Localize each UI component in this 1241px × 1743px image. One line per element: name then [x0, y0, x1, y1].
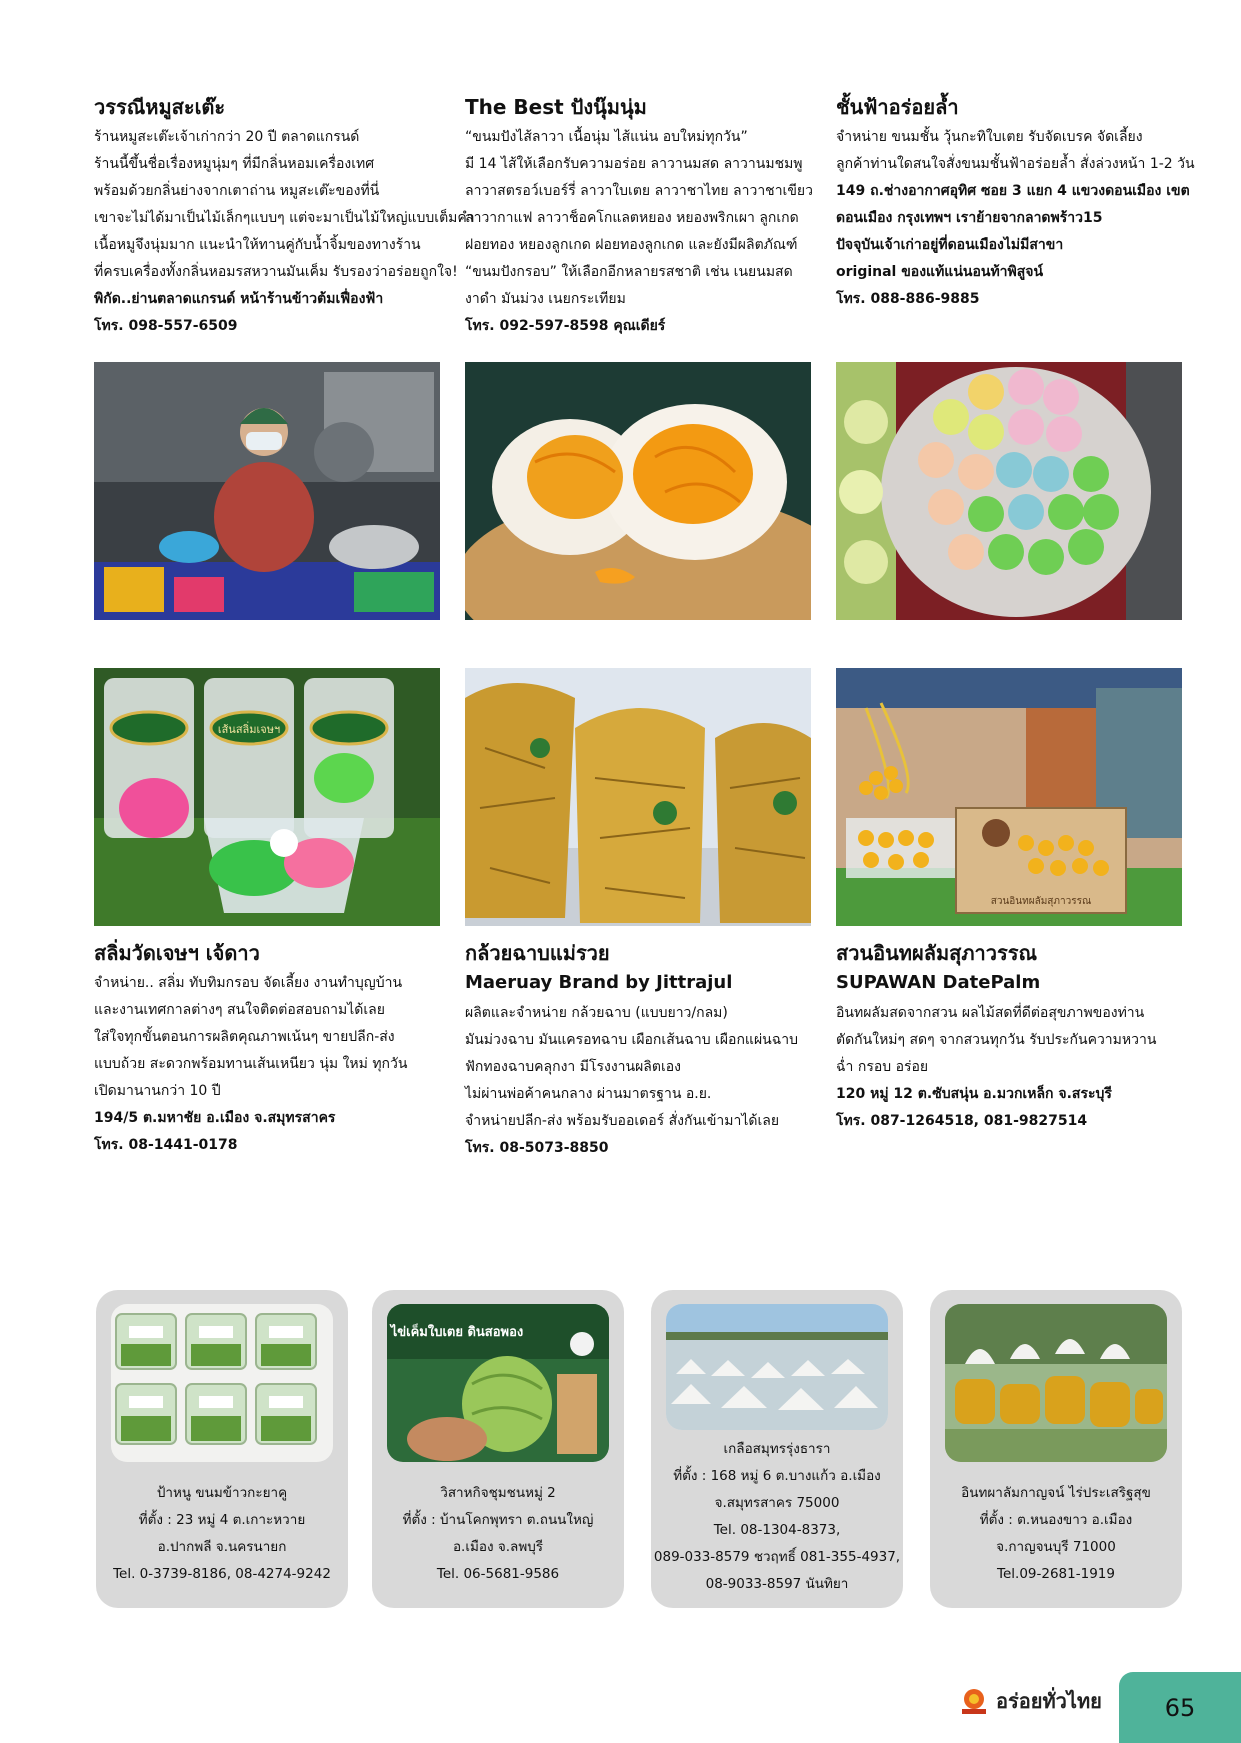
card-line: เกลือสมุทรรุ่งธารา — [723, 1441, 831, 1457]
entry-line: พร้อมด้วยกลิ่นย่างจากเตาถ่าน หมูสะเต๊ะของที่นี่ — [94, 183, 380, 199]
card-text — [96, 1480, 348, 1588]
card-date-farm — [930, 1290, 1182, 1608]
entry-address: original ของแท้แน่นอนท้าพิสูจน์ — [836, 264, 1044, 280]
entry-subtitle: SUPAWAN DatePalm — [836, 972, 1041, 993]
entry-address: ปัจจุบันเจ้าเก่าอยู่ที่ดอนเมืองไม่มีสาขา — [836, 237, 1064, 253]
card-line: Tel. 08-1304-8373, — [713, 1522, 841, 1538]
satay-vendor-photo — [94, 362, 440, 620]
entry-line: ร้านหมูสะเต๊ะเจ้าเก่ากว่า 20 ปี ตลาดแกรนด์ — [94, 129, 360, 145]
entry-address: 194/5 ต.มหาชัย อ.เมือง จ.สมุทรสาคร — [94, 1110, 336, 1126]
card-line: 08-9033-8597 นันทิยา — [705, 1576, 849, 1592]
footer-brand — [960, 1683, 1110, 1719]
card-line: ที่ตั้ง : 168 หมู่ 6 ต.บางแก้ว อ.เมือง — [673, 1468, 881, 1484]
entry-line: “ขนมปังไส้ลาวา เนื้อนุ่ม ไส้แน่น อบใหม่ทุกวัน” — [465, 129, 748, 145]
entry-line: ลาวาสตรอว์เบอร์รี่ ลาวาใบเตย ลาวาชาไทย ลาวาชาเขียว — [465, 183, 813, 199]
banana-chips-photo — [465, 668, 811, 926]
salim-dessert-photo — [94, 668, 440, 926]
kayaku-dessert-photo — [111, 1304, 333, 1462]
entry-address: 149 ถ.ช่างอากาศอุทิศ ซอย 3 แยก 4 แขวงดอนเมือง เขต — [836, 183, 1190, 199]
date-box-label: สวนอินทผลัมสุภาวรรณ — [990, 896, 1092, 907]
footer-brand-name: อร่อยทั่วไทย — [996, 1689, 1102, 1713]
card-line: อินทผาลัมกาญจน์ ไร่ประเสริฐสุข — [961, 1485, 1151, 1501]
entry-line: จำหน่าย.. สลิ่ม ทับทิมกรอบ จัดเลี้ยง งานทำบุญบ้าน — [94, 975, 403, 991]
entry-date-palm — [836, 940, 1186, 1135]
entry-banana-chips — [465, 940, 815, 1162]
card-line: วิสาหกิจชุมชนหมู่ 2 — [440, 1485, 556, 1501]
entry-line: ที่ครบเครื่องทั้งกลิ่นหอมรสหวานมันเค็ม รับรองว่าอร่อยถูกใจ! — [94, 264, 458, 280]
card-kayaku — [96, 1290, 348, 1608]
entry-layer-dessert — [836, 94, 1195, 313]
entry-line: ฉ่ำ กรอบ อร่อย — [836, 1059, 929, 1075]
entry-line: ผลิตและจำหน่าย กล้วยฉาบ (แบบยาว/กลม) — [465, 1005, 728, 1021]
page-number: 65 — [1119, 1672, 1241, 1743]
entry-line: จำหน่ายปลีก-ส่ง พร้อมรับออเดอร์ สั่งกันเข้ามาได้เลย — [465, 1113, 780, 1129]
entry-line: เปิดมานานกว่า 10 ปี — [94, 1083, 221, 1099]
date-palm-photo — [836, 668, 1182, 926]
entry-line: ใส่ใจทุกขั้นตอนการผลิตคุณภาพเน้นๆ ขายปลีก-ส่ง — [94, 1029, 395, 1045]
card-line: Tel. 06-5681-9586 — [436, 1566, 560, 1582]
entry-line: มันม่วงฉาบ มันแครอทฉาบ เผือกเส้นฉาบ เผือกแผ่นฉาบ — [465, 1032, 798, 1048]
card-line: อ.ปากพลี จ.นครนายก — [157, 1539, 287, 1555]
entry-title: The Best ปังนุ๊มนุ่ม — [465, 95, 647, 119]
card-salt-farm — [651, 1290, 903, 1608]
entry-line: ลูกค้าท่านใดสนใจสั่งขนมชั้นฟ้าอร่อยล้ำ สั่งล่วงหน้า 1-2 วัน — [836, 156, 1195, 172]
entry-line: เขาจะไม่ได้มาเป็นไม้เล็กๆแบบๆ แต่จะมาเป็นไม้ใหญ่แบบเต็มคำ — [94, 210, 475, 226]
entry-line: อินทผลัมสดจากสวน ผลไม้สดที่ดีต่อสุขภาพของท่าน — [836, 1005, 1145, 1021]
entry-line: ร้านนี้ขึ้นชื่อเรื่องหมูนุ่มๆ ที่มีกลิ่นหอมเครื่องเทศ — [94, 156, 375, 172]
card-line: จ.กาญจนบุรี 71000 — [996, 1539, 1116, 1555]
entry-line: แบบถ้วย สะดวกพร้อมทานเส้นเหนียว นุ่ม ใหม่ ทุกวัน — [94, 1056, 408, 1072]
entry-line: ไม่ผ่านพ่อค้าคนกลาง ผ่านมาตรฐาน อ.ย. — [465, 1086, 712, 1102]
card-line: ที่ตั้ง : 23 หมู่ 4 ต.เกาะหวาย — [138, 1512, 306, 1528]
magazine-logo-icon — [960, 1687, 988, 1715]
entry-lava-bread — [465, 94, 815, 340]
entry-phone: โทร. 092-597-8598 คุณเดียร์ — [465, 318, 666, 334]
entry-title: สลิ่มวัดเจษฯ เจ้ดาว — [94, 941, 260, 965]
entry-phone: โทร. 087-1264518, 081-9827514 — [836, 1113, 1088, 1129]
card-line: 089-033-8579 ชวฤทธิ์ 081-355-4937, — [653, 1549, 901, 1565]
entry-address: พิกัด..ย่านตลาดแกรนด์ หน้าร้านข้าวต้มเฟื่องฟ้า — [94, 291, 384, 307]
entry-line: ฝอยทอง หยองลูกเกด ฝอยทองลูกเกด และยังมีผลิตภัณฑ์ — [465, 237, 798, 253]
card-text — [651, 1436, 903, 1598]
card-line: ป้าหนู ขนมข้าวกะยาคู — [156, 1485, 288, 1501]
entry-line: ตัดกันใหม่ๆ สดๆ จากสวนทุกวัน รับประกันความหวาน — [836, 1032, 1157, 1048]
entry-line: และงานเทศกาลต่างๆ สนใจติดต่อสอบถามได้เลย — [94, 1002, 385, 1018]
lava-bread-photo — [465, 362, 811, 620]
entry-title: กล้วยฉาบแม่รวย — [465, 941, 610, 965]
salted-egg-photo — [387, 1304, 609, 1462]
entry-line: งาดำ มันม่วง เนยกระเทียม — [465, 291, 626, 307]
card-line: จ.สมุทรสาคร 75000 — [714, 1495, 840, 1511]
card-line: Tel.09-2681-1919 — [997, 1566, 1115, 1582]
entry-title: ชั้นฟ้าอร่อยล้ำ — [836, 95, 959, 119]
entry-address: 120 หมู่ 12 ต.ซับสนุ่น อ.มวกเหล็ก จ.สระบุรี — [836, 1086, 1112, 1102]
card-line: ที่ตั้ง : บ้านโคกพุทรา ต.ถนนใหญ่ — [402, 1512, 594, 1528]
card-line: อ.เมือง จ.ลพบุรี — [452, 1539, 544, 1555]
card-text — [372, 1480, 624, 1588]
entry-address: ดอนเมือง กรุงเทพฯ เราย้ายจากลาดพร้าว15 — [836, 210, 1103, 226]
entry-title: สวนอินทผลัมสุภาวรรณ — [836, 941, 1038, 965]
entry-line: จำหน่าย ขนมชั้น วุ้นกะทิใบเตย รับจัดเบรค จัดเลี้ยง — [836, 129, 1143, 145]
entry-phone: โทร. 088-886-9885 — [836, 291, 980, 307]
entry-satay — [94, 94, 475, 340]
salt-farm-photo — [666, 1304, 888, 1430]
card-line: Tel. 0-3739-8186, 08-4274-9242 — [113, 1566, 331, 1582]
entry-line: เนื้อหมูจึงนุ่มมาก แนะนำให้ทานคู่กับน้ำจิ้มของทางร้าน — [94, 237, 421, 253]
card-line: ที่ตั้ง : ต.หนองขาว อ.เมือง — [979, 1512, 1133, 1528]
entry-subtitle: Maeruay Brand by Jittrajul — [465, 972, 733, 993]
entry-phone: โทร. 098-557-6509 — [94, 318, 238, 334]
entry-line: มี 14 ไส้ให้เลือกรับความอร่อย ลาวานมสด ลาวานมชมพู — [465, 156, 803, 172]
entry-phone: โทร. 08-5073-8850 — [465, 1140, 609, 1156]
entry-line: ลาวากาแฟ ลาวาช็อคโกแลตหยอง หยองพริกเผา ลูกเกด — [465, 210, 799, 226]
card-text — [930, 1480, 1182, 1588]
entry-title: วรรณีหมูสะเต๊ะ — [94, 95, 226, 119]
salted-egg-banner-text: ไข่เค็มใบเตย ดินสอพอง — [390, 1325, 524, 1340]
entry-salim — [94, 940, 444, 1159]
salim-bag-label: เส้นสลิ่มเจษฯ — [217, 723, 281, 736]
card-salted-egg — [372, 1290, 624, 1608]
entry-phone: โทร. 08-1441-0178 — [94, 1137, 238, 1153]
entry-line: ฟักทองฉาบคลุกงา มีโรงงานผลิตเอง — [465, 1059, 681, 1075]
layer-dessert-photo — [836, 362, 1182, 620]
entry-line: “ขนมปังกรอบ” ให้เลือกอีกหลายรสชาติ เช่น เนยนมสด — [465, 264, 793, 280]
date-farm-photo — [945, 1304, 1167, 1462]
